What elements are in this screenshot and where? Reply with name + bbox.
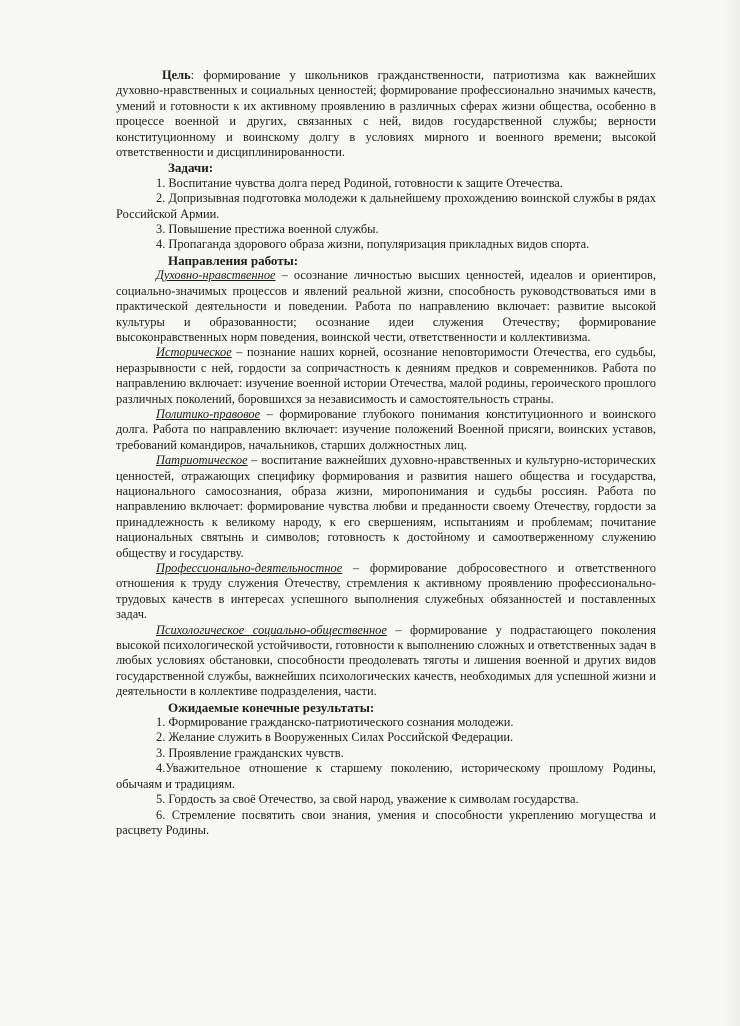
direction-text: – формирование глубокого понимания конституционного и воинского долга. Работа по направлению включает: изучение положений Военной присяги, воинских уставов, требований командиров, начальников, старших должностных лиц. <box>116 406 656 452</box>
direction-title: Профессионально-деятельностное <box>156 561 343 575</box>
direction-item <box>116 268 656 345</box>
direction-item <box>116 453 656 561</box>
task-item: 2. Допризывная подготовка молодежи к дальнейшему прохождению воинской службы в рядах Российской Армии. <box>116 191 656 221</box>
direction-item <box>116 623 656 700</box>
direction-text: – формирование у подрастающего поколения высокой психологической устойчивости, готовности к выполнению сложных и ответственных задач в любых условиях обстановки, способности преодолевать тяготы и лишения военной и других видов государственной службы, важнейших психологических качеств, необходимых для успешной жизни и деятельности в коллективе подразделения, части. <box>116 622 657 699</box>
task-item: 4. Пропаганда здорового образа жизни, популяризация прикладных видов спорта. <box>156 237 590 252</box>
goal-paragraph <box>116 68 656 160</box>
direction-text: – познание наших корней, осознание неповторимости Отечества, его судьбы, неразрывности с ней, гордости за сопричастность к деяниям предков и современников. Работа по направлению включает: изучение военной истории Отечества, малой родины, героического прошлого различных поколений, боровшихся за независимость и самостоятельность страны. <box>116 345 656 406</box>
direction-title: Патриотическое <box>156 453 248 468</box>
direction-item <box>116 561 656 623</box>
result-item: 3. Проявление гражданских чувств. <box>156 745 344 760</box>
results-heading: Ожидаемые конечные результаты: <box>168 699 375 715</box>
directions-heading: Направления работы: <box>168 252 299 268</box>
direction-title: Историческое <box>156 345 232 360</box>
result-item: 1. Формирование гражданско-патриотического сознания молодежи. <box>156 715 514 730</box>
goal-text: : формирование у школьников гражданственности, патриотизма как важнейших духовно-нравственных и социальных ценностей; формирование профессионально значимых качеств, умений и готовности к их активному проявлению в различных сферах жизни общества, особенно в процессе военной и других, связанных с ней, видов государственной службы; верности конституционному и воинскому долгу в условиях мирного и военного времени; высокой ответственности и дисциплинированности. <box>116 68 656 160</box>
result-item: 4.Уважительное отношение к старшему поколению, историческому прошлому Родины, обычаям и традициям. <box>116 761 656 791</box>
direction-item <box>116 345 656 407</box>
goal-label: Цель <box>162 68 191 82</box>
direction-text: – формирование добросовестного и ответственного отношения к труду служения Отечеству, стремления к активному проявлению профессионально-трудовых качеств в интересах успешного выполнения служебных обязанностей и поставленных задач. <box>116 561 656 622</box>
task-item: 3. Повышение престижа военной службы. <box>156 222 379 237</box>
direction-title: Психологическое социально-общественное <box>156 622 387 637</box>
direction-title: Духовно-нравственное <box>156 268 276 283</box>
tasks-heading: Задачи: <box>168 160 214 176</box>
task-item: 1. Воспитание чувства долга перед Родиной, готовности к защите Отечества. <box>156 175 563 190</box>
direction-text: – осознание личностью высших ценностей, идеалов и ориентиров, социально-значимых процессов и явлений реальной жизни, способность руководствоваться ими в практической деятельности и поведении. Работа по направлению включает: развитие высокой культуры и образованности; осознание идеи служения Отечеству; формирование высоконравственных норм поведения, воинской чести, ответственности и коллективизма. <box>116 268 656 344</box>
result-item: 2. Желание служить в Вооруженных Силах Российской Федерации. <box>156 730 514 745</box>
result-item: 6. Стремление посвятить свои знания, умения и способности укреплению могущества и расцвету Родины. <box>116 807 656 837</box>
result-item: 5. Гордость за своё Отечество, за свой народ, уважение к символам государства. <box>156 792 579 807</box>
direction-text: – воспитание важнейших духовно-нравственных и культурно-исторических ценностей, отражающих специфику формирования и развития нашего общества и государства, национального самосознания, образа жизни, миропонимания и судьбы россиян. Работа по направлению включает: формирование чувства любви и преданности своему Отечеству, гордости за принадлежность к великому народу, к его свершениям, испытаниям и проблемам; почитание национальных святынь и символов; готовность к достойному и самоотверженному служению обществу и государству. <box>116 453 656 560</box>
direction-item <box>116 407 656 453</box>
direction-title: Политико-правовое <box>156 406 261 421</box>
